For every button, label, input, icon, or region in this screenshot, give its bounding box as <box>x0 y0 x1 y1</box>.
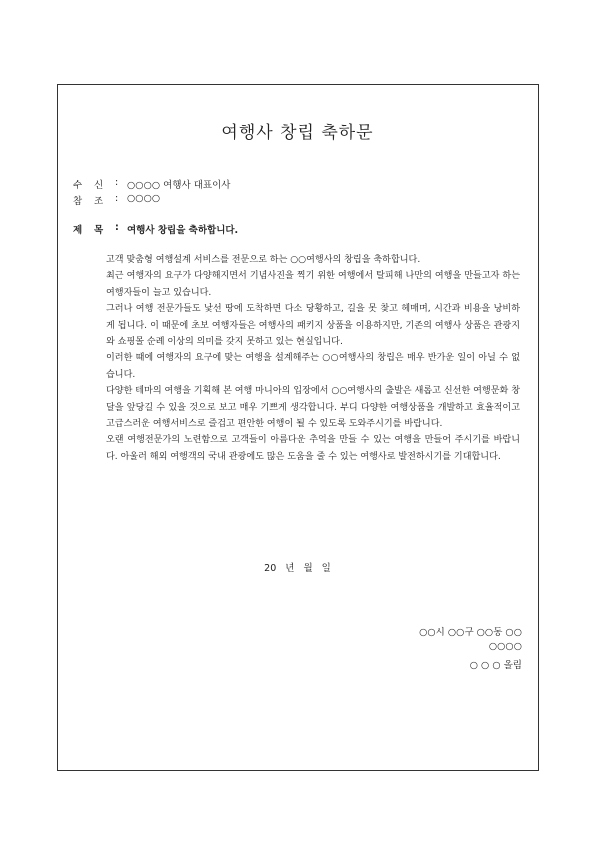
body-paragraph: 그러나 여행 전문가들도 낯선 땅에 도착하면 다소 당황하고, 길을 못 찾고 헤매며, 시간과 비용을 낭비하게 됩니다. 이 때문에 초보 여행자들은 여행사의 패키지 상품을 이용하지만, 기존의 여행사 상품은 관광지와 쇼핑몰 순례 이상의 의미를 갖지 못하고 있는 현실입니다. <box>106 304 520 348</box>
sender-address: ○○시 ○○구 ○○동 ○○ <box>419 627 522 638</box>
recipient-value: ○○○○ 여행사 대표이사 <box>127 180 231 191</box>
body-paragraph: 이러한 때에 여행자의 요구에 맞는 여행을 설계해주는 ○○여행사의 창립은 매우 반가운 일이 아닐 수 없습니다. <box>106 353 520 380</box>
recipient-label-a: 수 <box>73 180 83 191</box>
sender-name: ○ ○ ○ 올림 <box>469 660 522 671</box>
reference-label-b: 조 <box>94 196 104 207</box>
recipient-line <box>73 177 230 191</box>
subject-line <box>73 222 238 236</box>
recipient-separator: : <box>115 177 119 188</box>
body-paragraph: 다양한 테마의 여행을 기획해 본 여행 마니아의 입장에서 ○○여행사의 출발은 새롭고 신선한 여행문화 창달을 앞당길 수 있을 것으로 보고 매우 기쁘게 생각합니다. 부디 다양한 여행상품을 개발하고 효율적이고 고급스러운 여행서비스로 즐겁고 편안한 여행이 될 수 있도록 도와주시기를 바랍니다. <box>106 386 520 430</box>
reference-separator: : <box>115 193 119 204</box>
reference-label-a: 참 <box>73 196 83 207</box>
subject-separator: : <box>115 222 119 233</box>
body-paragraph: 최근 여행자의 요구가 다양해지면서 기념사진을 찍기 위한 여행에서 탈피해 나만의 여행을 만들고자 하는 여행자들이 늘고 있습니다. <box>106 271 520 298</box>
subject-label-a: 제 <box>73 225 83 236</box>
sender-organization: ○○○○ <box>488 641 522 652</box>
date-line: 20 년 월 일 <box>264 563 331 574</box>
subject-value: 여행사 창립을 축하합니다. <box>127 225 239 236</box>
document-title: 여행사 창립 축하문 <box>221 123 374 143</box>
reference-value: ○○○○ <box>127 193 161 204</box>
body-paragraph: 오랜 여행전문가의 노련함으로 고객들이 아름다운 추억을 만들 수 있는 여행을 만들어 주시기를 바랍니다. 아울러 해외 여행객의 국내 관광에도 많은 도움을 줄 수 있는 여행사로 발전하시기를 기대합니다. <box>106 435 520 462</box>
body-paragraph: 고객 맞춤형 여행설계 서비스를 전문으로 하는 ○○여행사의 창립을 축하합니다. <box>106 255 421 265</box>
reference-line <box>73 193 160 207</box>
subject-label-b: 목 <box>94 225 104 236</box>
letter-body <box>106 252 520 465</box>
recipient-label-b: 신 <box>94 180 104 191</box>
